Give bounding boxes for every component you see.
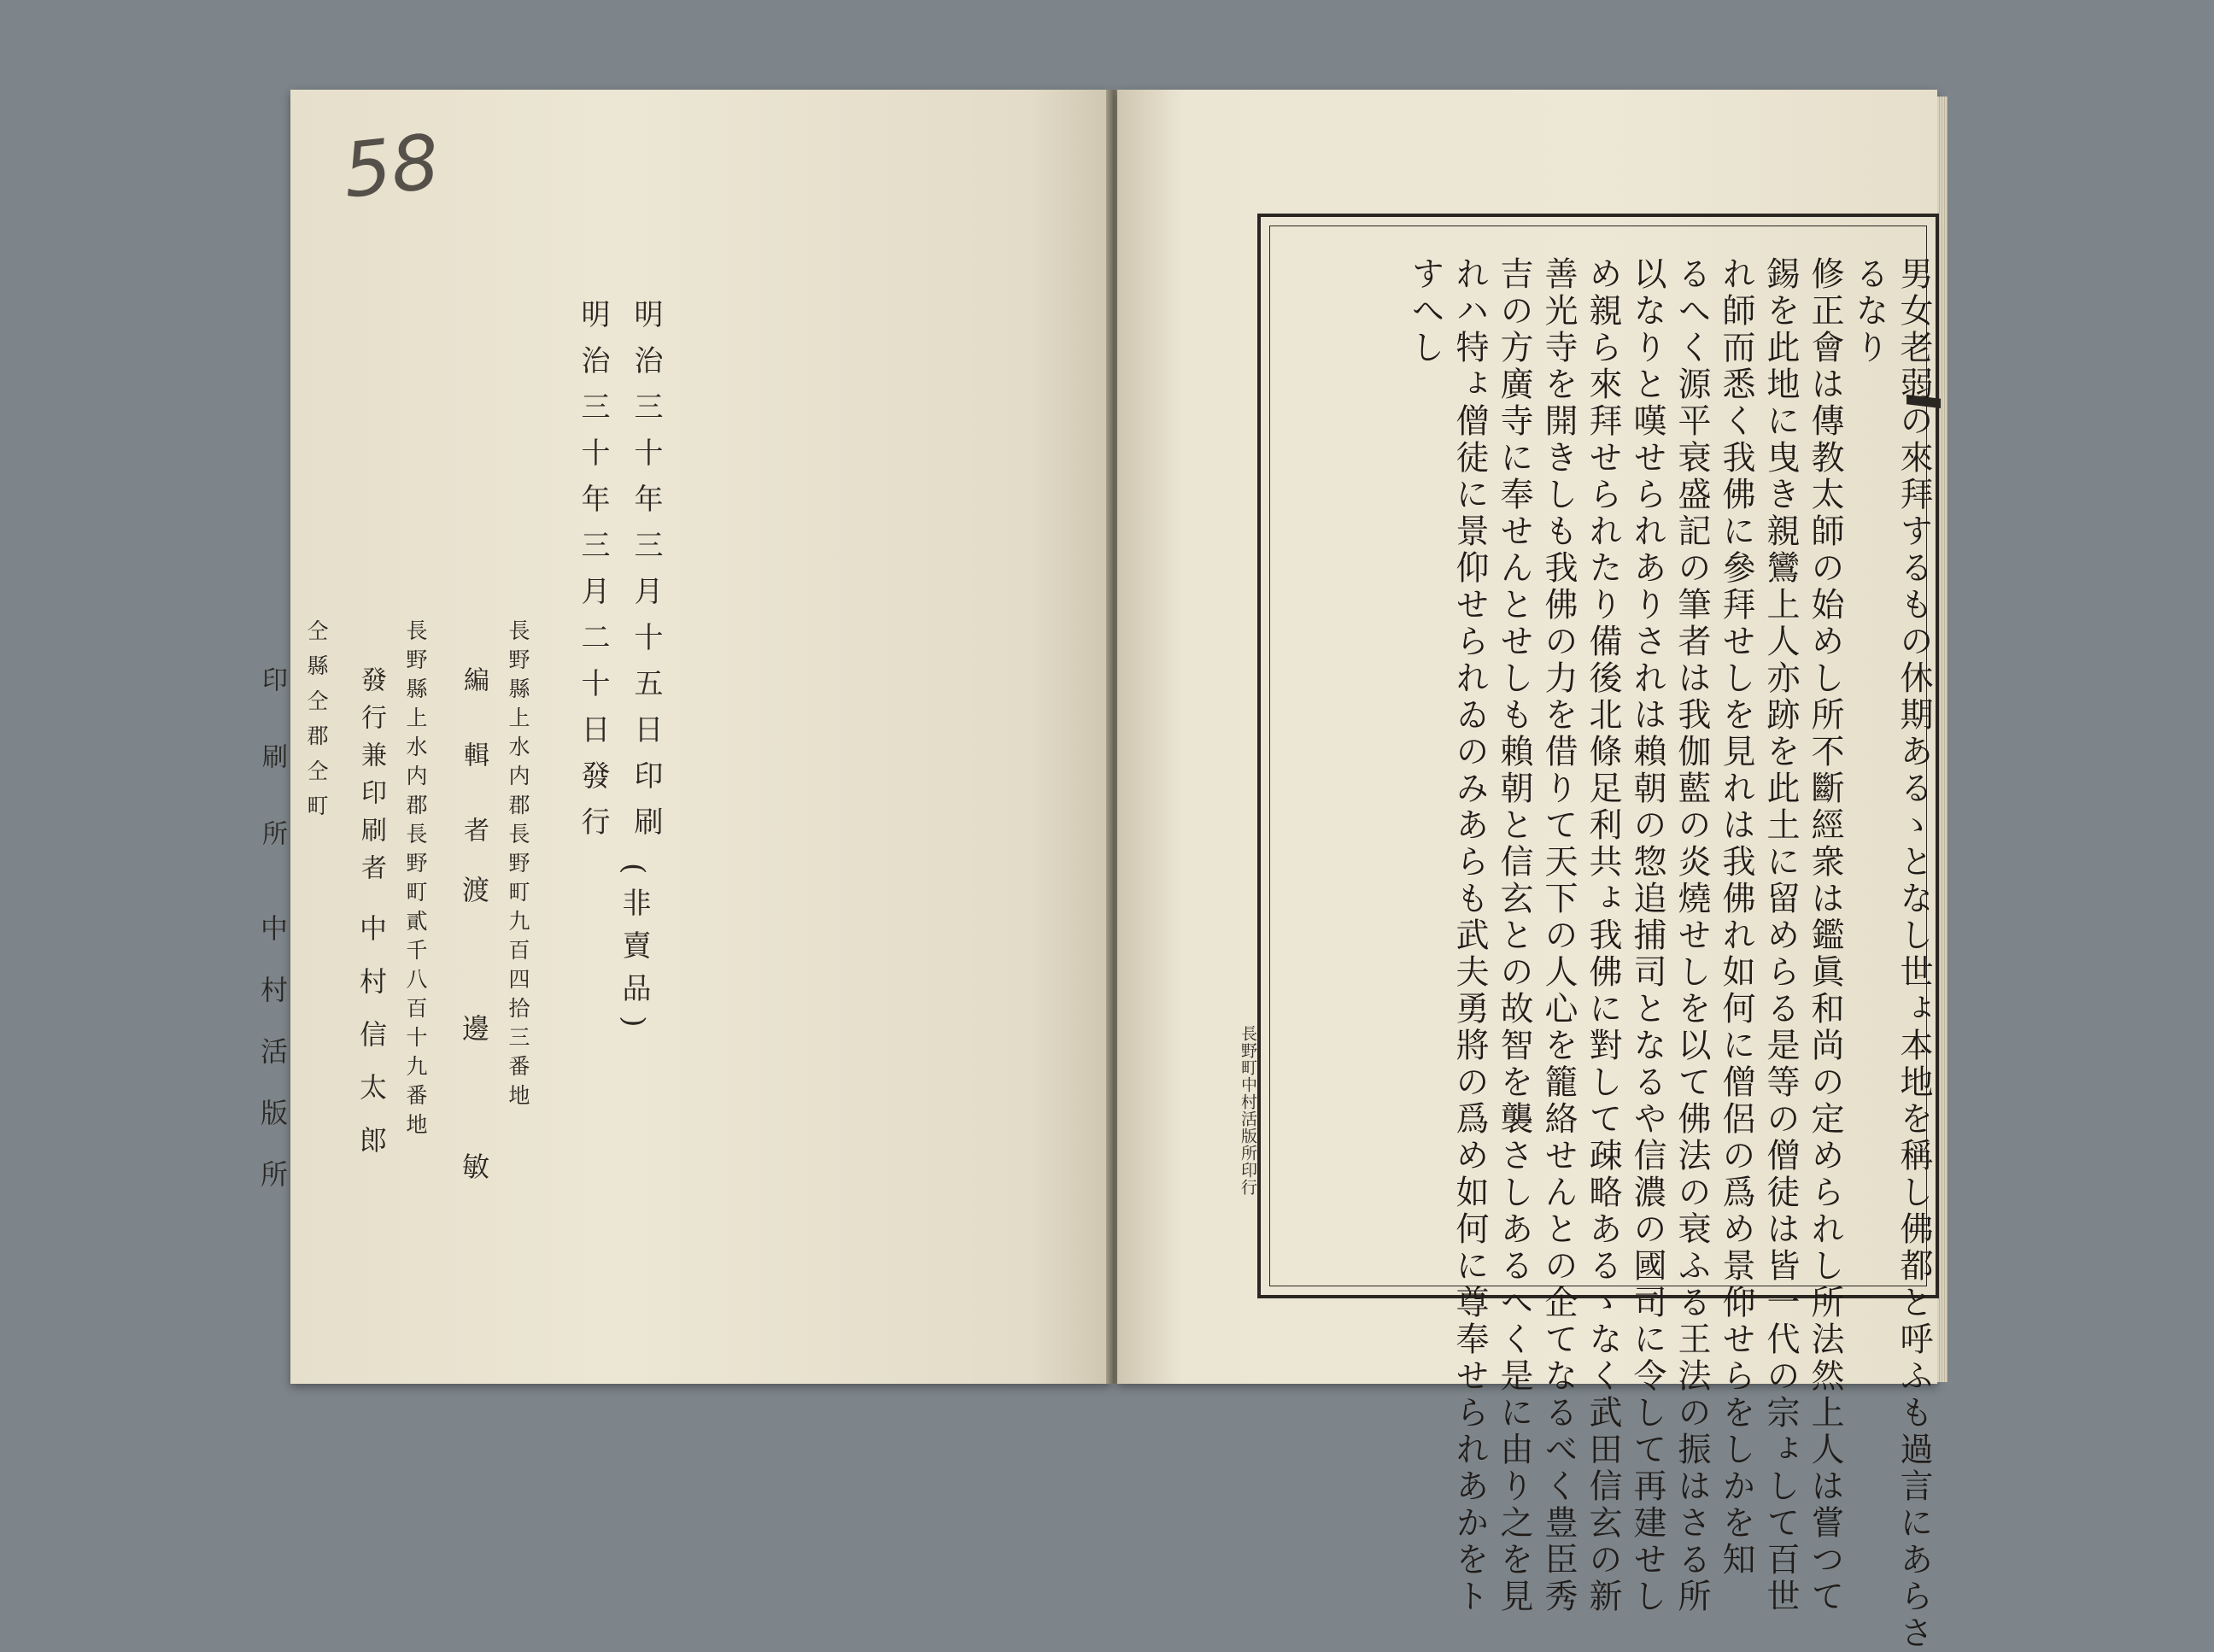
- text-line: 善光寺を開きしも我佛の力を借りて天下の人心を籠絡せんとの企てなるべく豊臣秀: [1539, 256, 1578, 1615]
- text-line: 男女老弱の來拜するもの休期あるゝとなし世ょ本地を稱し佛都と呼ふも過言にあらさ: [1895, 256, 1933, 1652]
- printer-imprint: 長野町中村活版所印行: [1239, 1025, 1257, 1196]
- printer-label: 印刷所: [257, 666, 287, 897]
- pencil-annotation: 58: [338, 117, 444, 215]
- text-line: め親ら來拜せられたり備後北條足利共ょ我佛に對して疎略あるゝなく武田信玄の新: [1584, 256, 1622, 1615]
- publisher-name: 中村信太郎: [355, 914, 388, 1179]
- left-page-colophon: [256, 90, 1110, 1384]
- date-printed: 明治三十年三月十五日印刷: [629, 299, 663, 852]
- text-line: 修正會は傳教太師の始めし所不斷經衆は鑑眞和尚の定められし所法然上人は嘗つて: [1806, 256, 1844, 1615]
- text-line: れハ特ょ僧徒に景仰せられゐのみあらも武夫勇將の爲め如何に尊奉せられあかをト: [1450, 256, 1489, 1615]
- text-line: 以なりと嘆せられありされは賴朝の惣追捕司となるや信濃の國司に令して再建せし: [1628, 256, 1666, 1615]
- publisher-address: 長野縣上水内郡長野町貳千八百十九番地: [403, 619, 428, 1142]
- text-line: 錫を此地に曳き親鸞上人亦跡を此土に留めらる是等の僧徒は皆一代の宗ょして百世: [1761, 256, 1800, 1615]
- text-line: 吉の方廣寺に奉せんとせしも賴朝と信玄との故智を襲さしあるへく是に由り之を見: [1495, 256, 1533, 1615]
- text-line: るなり: [1850, 256, 1889, 366]
- editor-label: 編輯者: [459, 666, 489, 892]
- text-line: るへく源平衰盛記の筆者は我伽藍の炎燒せしを以て佛法の衰ふる王法の振はさる所: [1672, 256, 1711, 1615]
- editor-name: 渡邊敏: [458, 876, 490, 1291]
- not-for-sale-label: (非賣品): [617, 863, 651, 1041]
- date-published: 明治三十年三月二十日發行: [576, 299, 610, 852]
- printer-address: 仝縣仝郡仝町: [304, 619, 329, 829]
- printer-name: 中村活版所: [256, 914, 289, 1221]
- publisher-label: 發行兼印刷者: [356, 666, 386, 892]
- text-line: れ師而悉く我佛に參拜せしを見れは我佛れ如何に僧侶の爲め景仰せらをしかを知: [1717, 256, 1755, 1579]
- editor-address: 長野縣上水内郡長野町九百四拾三番地: [506, 619, 530, 1113]
- text-line: すへし: [1406, 256, 1444, 366]
